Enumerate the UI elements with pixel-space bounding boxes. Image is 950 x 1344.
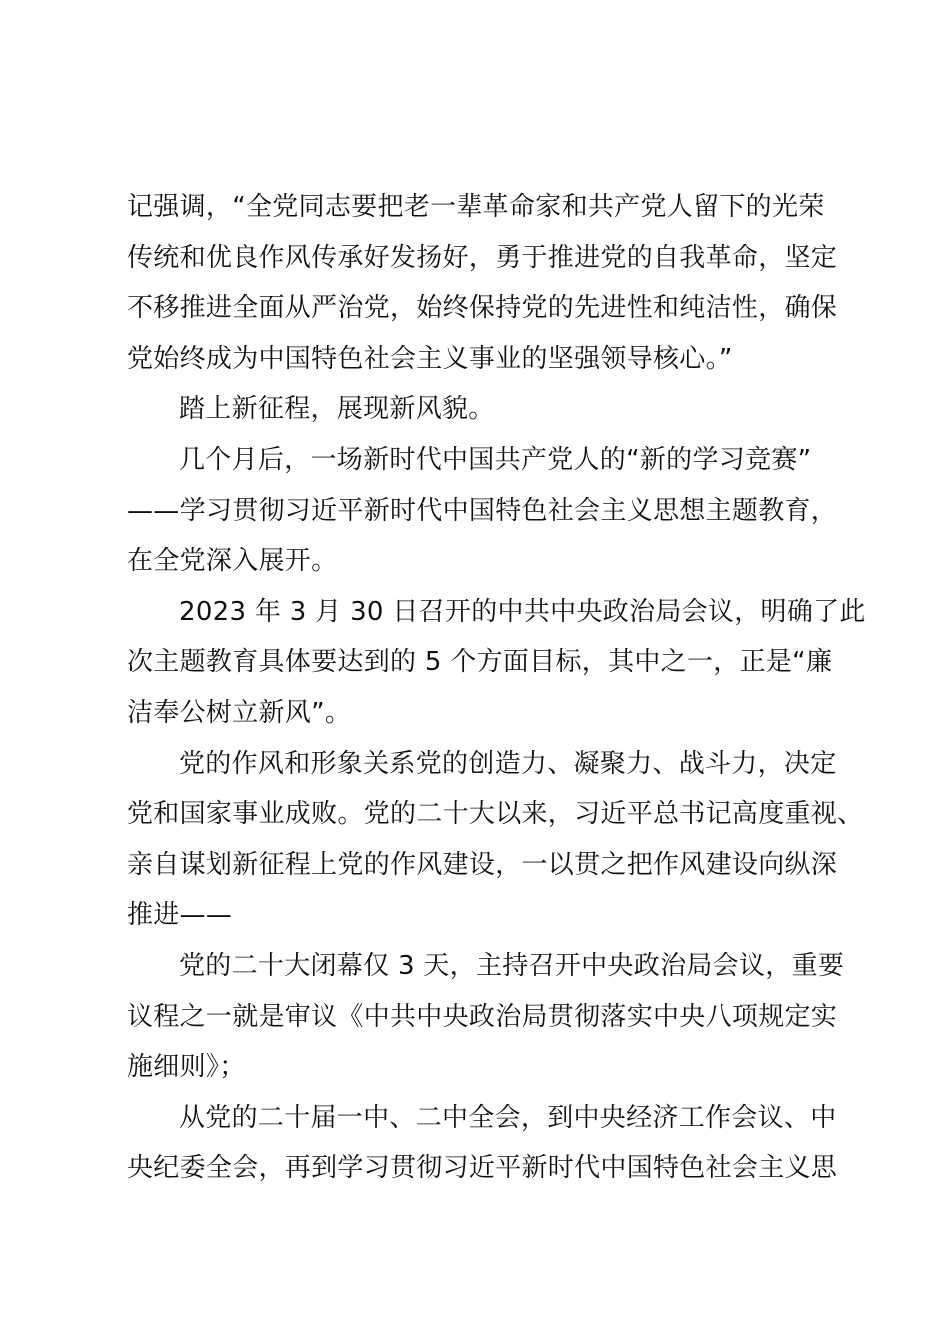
text-line: 传统和优良作风传承好发扬好，勇于推进党的自我革命，坚定 xyxy=(127,242,838,273)
text-line: 在全党深入展开。 xyxy=(127,546,338,577)
paragraph-start: 2023 年 3 月 30 日召开的中共中央政治局会议，明确了此 xyxy=(179,596,866,627)
paragraph-start: 党的二十大闭幕仅 3 天，主持召开中央政治局会议，重要 xyxy=(179,950,845,981)
paragraph-start: 从党的二十届一中、二中全会，到中央经济工作会议、中 xyxy=(179,1102,837,1133)
text-line: 党始终成为中国特色社会主义事业的坚强领导核心。” xyxy=(127,343,733,374)
body-text xyxy=(127,182,866,1194)
paragraph-start: 党的作风和形象关系党的创造力、凝聚力、战斗力，决定 xyxy=(179,748,837,779)
text-line: 洁奉公树立新风”。 xyxy=(127,697,352,728)
text-line: 不移推进全面从严治党，始终保持党的先进性和纯洁性，确保 xyxy=(127,293,838,324)
text-line: 央纪委全会，再到学习贯彻习近平新时代中国特色社会主义思 xyxy=(127,1153,838,1184)
text-line: 亲自谋划新征程上党的作风建设，一以贯之把作风建设向纵深 xyxy=(127,849,838,880)
text-line: 推进—— xyxy=(127,900,233,931)
paragraph-start: 几个月后，一场新时代中国共产党人的“新的学习竞赛” xyxy=(179,444,812,475)
text-line: 记强调，“全党同志要把老一辈革命家和共产党人留下的光荣 xyxy=(127,192,825,222)
text-line: 议程之一就是审议《中共中央政治局贯彻落实中央八项规定实 xyxy=(127,1001,838,1032)
text-line: ——学习贯彻习近平新时代中国特色社会主义思想主题教育， xyxy=(127,495,838,526)
text-line: 施细则》； xyxy=(127,1052,246,1083)
paragraph-start: 踏上新征程，展现新风貌。 xyxy=(179,394,495,425)
text-line: 次主题教育具体要达到的 5 个方面目标，其中之一，正是“廉 xyxy=(127,647,833,678)
text-line: 党和国家事业成败。党的二十大以来，习近平总书记高度重视、 xyxy=(127,799,864,830)
